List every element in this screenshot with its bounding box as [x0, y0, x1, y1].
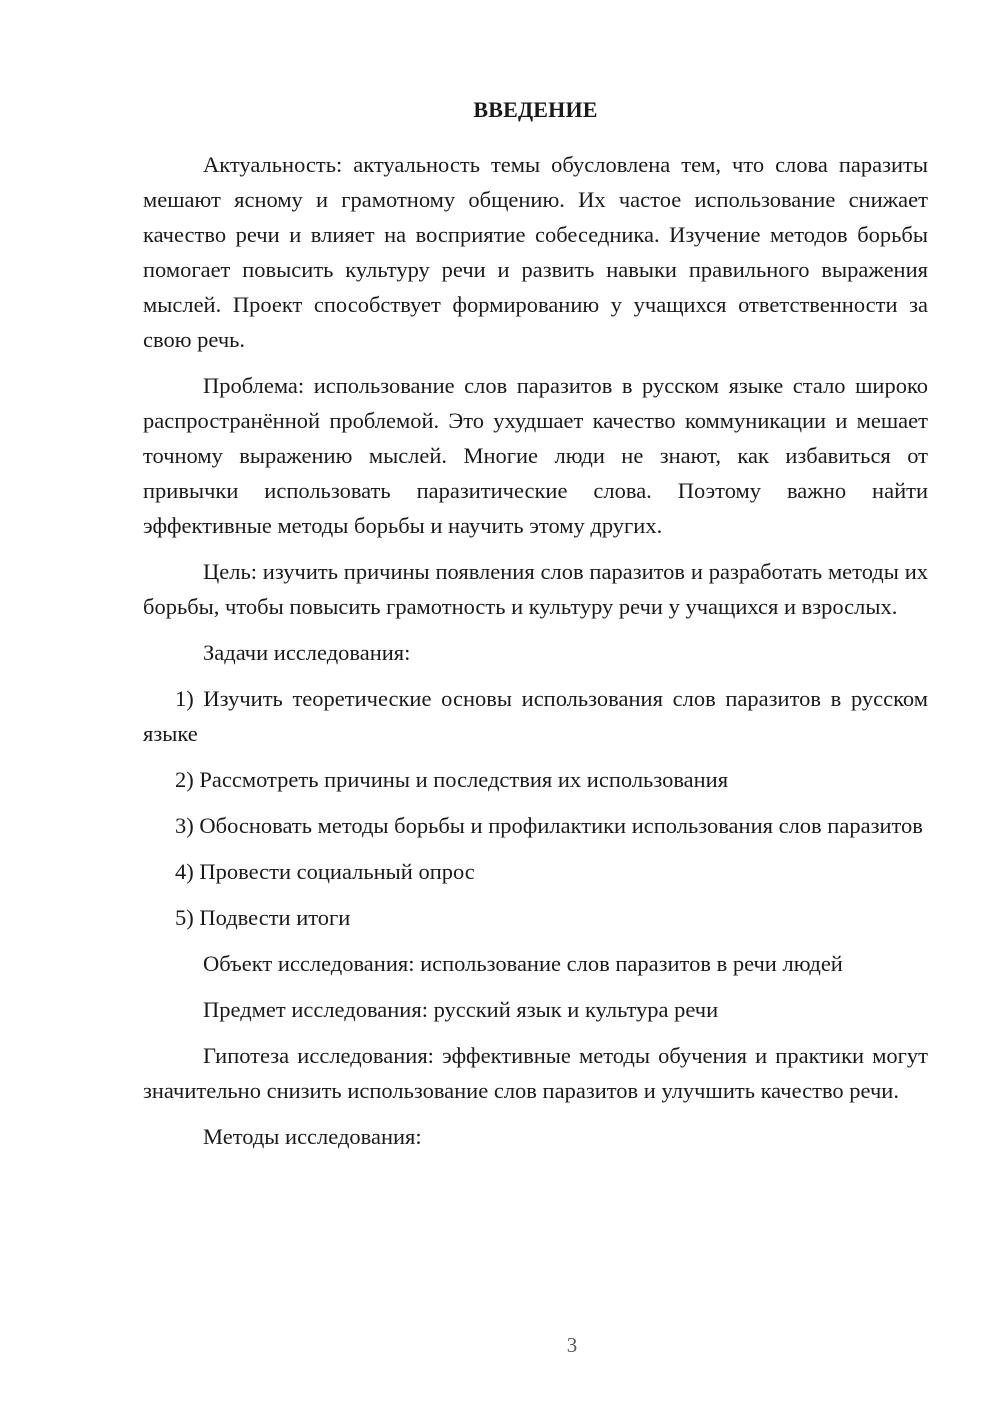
problem-paragraph: Проблема: использование слов паразитов в русском языке стало широко распространённой проблемой. Это ухудшает качество коммуникации и мешает точному выражению мыслей. Многие люди не знают, как избавиться от привычки использовать паразитические слова. Поэтому важно найти эффективные методы борьбы и научить этому других.	[143, 373, 928, 538]
goal-paragraph: Цель: изучить причины появления слов паразитов и разработать методы их борьбы, чтобы повысить грамотность и культуру речи у учащихся и взрослых.	[143, 559, 928, 619]
section-title: ВВЕДЕНИЕ	[473, 97, 598, 122]
subject-paragraph: Предмет исследования: русский язык и культура речи	[203, 997, 719, 1022]
methods-heading: Методы исследования:	[203, 1124, 422, 1149]
relevance-paragraph: Актуальность: актуальность темы обусловлена тем, что слова паразиты мешают ясному и грамотному общению. Их частое использование снижает качество речи и влияет на восприятие собеседника. Изучение методов борьбы помогает повысить культуру речи и развить навыки правильного выражения мыслей. Проект способствует формированию у учащихся ответственности за свою речь.	[143, 152, 928, 352]
task-item-5: 5) Подвести итоги	[175, 905, 351, 930]
page-number: 3	[566, 1333, 578, 1357]
tasks-heading: Задачи исследования:	[203, 640, 411, 665]
task-item-4: 4) Провести социальный опрос	[175, 859, 475, 884]
document-page	[143, 92, 928, 1165]
task-item-3: 3) Обосновать методы борьбы и профилактики использования слов паразитов	[175, 813, 923, 838]
object-paragraph: Объект исследования: использование слов паразитов в речи людей	[203, 951, 843, 976]
hypothesis-paragraph: Гипотеза исследования: эффективные методы обучения и практики могут значительно снизить использование слов паразитов и улучшить качество речи.	[143, 1043, 928, 1103]
task-item-1: 1) Изучить теоретические основы использования слов паразитов в русском языке	[143, 686, 928, 746]
task-item-2: 2) Рассмотреть причины и последствия их использования	[175, 767, 729, 792]
